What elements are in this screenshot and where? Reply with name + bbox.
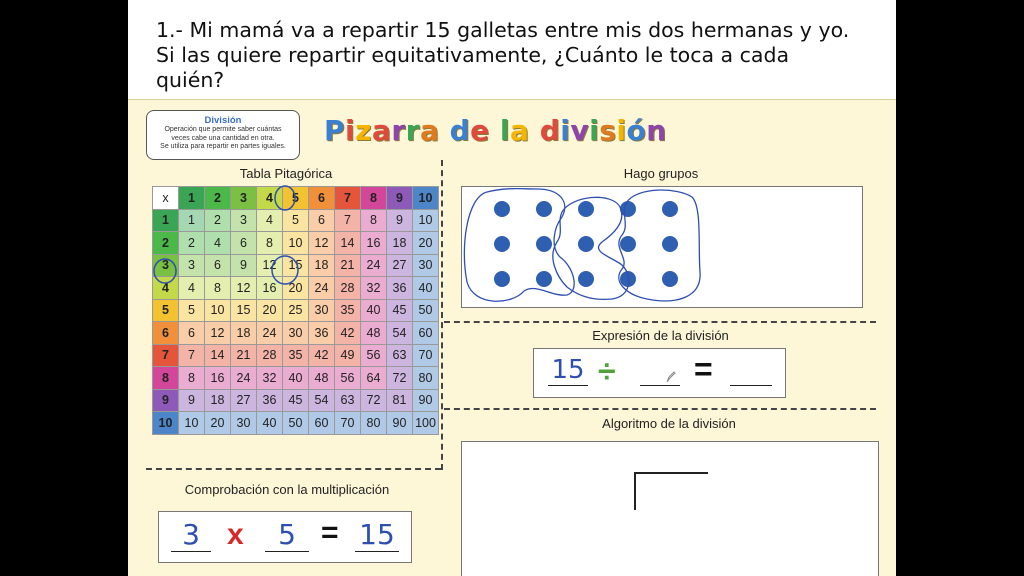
right-divider-2 (444, 408, 876, 410)
table-cell: 16 (361, 232, 387, 255)
table-cell: 36 (387, 277, 413, 300)
table-cell: 56 (361, 344, 387, 367)
cookie-dot (536, 236, 552, 252)
table-cell: 100 (413, 412, 439, 435)
table-row-header: 2 (153, 232, 179, 255)
table-cell: 36 (309, 322, 335, 345)
title-letter: v (570, 114, 590, 147)
table-cell: 12 (205, 322, 231, 345)
table-cell: 6 (205, 254, 231, 277)
cookie-dots (494, 201, 678, 287)
division-bracket (634, 472, 708, 510)
table-row-header: 6 (153, 322, 179, 345)
table-cell: 40 (413, 277, 439, 300)
product-value: 15 (355, 518, 399, 552)
table-cell: 48 (309, 367, 335, 390)
table-row-header: 4 (153, 277, 179, 300)
comprobacion-box (158, 511, 412, 563)
table-cell: 20 (257, 299, 283, 322)
title-letter: r (391, 114, 406, 147)
cookie-dot (620, 236, 636, 252)
table-circles (128, 100, 448, 470)
table-cell: 63 (387, 344, 413, 367)
table-cell: 12 (231, 277, 257, 300)
quotient-blank[interactable] (730, 357, 772, 386)
table-cell: 7 (179, 344, 205, 367)
table-cell: 8 (179, 367, 205, 390)
title-letter: d (539, 114, 561, 147)
table-cell: 70 (413, 344, 439, 367)
table-cell: 40 (283, 367, 309, 390)
title-letter: z (355, 114, 372, 147)
cookie-dot (662, 201, 678, 217)
title-letter: s (599, 114, 617, 147)
cookie-dot (494, 271, 510, 287)
table-cell: 81 (387, 389, 413, 412)
expresion-box (533, 348, 786, 398)
cookie-dot (494, 201, 510, 217)
table-cell: 20 (283, 277, 309, 300)
table-cell: 30 (413, 254, 439, 277)
table-col-header: 10 (413, 187, 439, 210)
circle-product-15 (272, 256, 298, 284)
table-cell: 4 (179, 277, 205, 300)
table-cell: 32 (361, 277, 387, 300)
table-cell: 2 (205, 209, 231, 232)
problem-line-3: quién? (156, 68, 225, 92)
table-cell: 27 (387, 254, 413, 277)
cookie-dot (494, 236, 510, 252)
title-letter: a (371, 114, 392, 147)
title-letter: r (405, 114, 420, 147)
table-cell: 8 (361, 209, 387, 232)
table-col-header: 7 (335, 187, 361, 210)
table-cell: 9 (387, 209, 413, 232)
table-row-header: 3 (153, 254, 179, 277)
table-cell: 24 (309, 277, 335, 300)
circle-header-5 (275, 186, 295, 210)
table-cell: 30 (231, 412, 257, 435)
table-cell: 15 (231, 299, 257, 322)
factor-b: 5 (265, 518, 309, 552)
table-cell: 48 (361, 322, 387, 345)
table-cell: 7 (335, 209, 361, 232)
factor-b-slot (265, 518, 309, 552)
table-row-header: 10 (153, 412, 179, 435)
table-cell: 50 (283, 412, 309, 435)
table-cell: 50 (413, 299, 439, 322)
table-cell: 49 (335, 344, 361, 367)
problem-statement (156, 18, 876, 93)
table-cell: 2 (179, 232, 205, 255)
factor-a-slot (171, 518, 211, 552)
algoritmo-box[interactable] (461, 441, 879, 576)
table-cell: 14 (205, 344, 231, 367)
title-letter: e (470, 114, 490, 147)
quotient-slot[interactable] (730, 357, 772, 391)
table-row-header: 9 (153, 389, 179, 412)
table-cell: 6 (179, 322, 205, 345)
comprobacion-label: Comprobación con la multiplicación (184, 482, 390, 497)
table-cell: 54 (387, 322, 413, 345)
table-cell: 35 (335, 299, 361, 322)
table-cell: 60 (413, 322, 439, 345)
table-row-header: 7 (153, 344, 179, 367)
table-cell: 90 (387, 412, 413, 435)
table-col-header: 6 (309, 187, 335, 210)
cookie-dot (536, 201, 552, 217)
cookie-dot (578, 236, 594, 252)
problem-line-2: Si las quiere repartir equitativamente, ¿Cuánto le toca a cada (156, 43, 790, 67)
table-cell: 24 (361, 254, 387, 277)
equals-sign-2: = (321, 516, 339, 549)
title-letter: ó (626, 114, 647, 147)
table-cell: 18 (387, 232, 413, 255)
table-cell: 24 (257, 322, 283, 345)
table-cell: 54 (309, 389, 335, 412)
table-cell: 45 (387, 299, 413, 322)
table-cell: 72 (387, 367, 413, 390)
cookie-dot (578, 201, 594, 217)
table-col-header: 4 (257, 187, 283, 210)
table-cell: 64 (361, 367, 387, 390)
table-cell: 24 (231, 367, 257, 390)
table-col-header: 3 (231, 187, 257, 210)
equals-sign: = (694, 351, 713, 387)
table-cell: 32 (257, 367, 283, 390)
cookie-dot (536, 271, 552, 287)
table-cell: 72 (361, 389, 387, 412)
table-cell: 63 (335, 389, 361, 412)
table-cell: 6 (231, 232, 257, 255)
table-cell: 8 (257, 232, 283, 255)
table-cell: 18 (205, 389, 231, 412)
table-cell: 4 (205, 232, 231, 255)
cookie-dot (662, 271, 678, 287)
definition-title: División (204, 115, 242, 126)
table-cell: 16 (257, 277, 283, 300)
table-cell: 21 (335, 254, 361, 277)
group-outline-1 (464, 189, 574, 302)
table-cell: 10 (413, 209, 439, 232)
table-cell: 9 (179, 389, 205, 412)
table-cell: 80 (361, 412, 387, 435)
cookie-dot (578, 271, 594, 287)
dividend-value: 15 (548, 355, 588, 386)
table-cell: 28 (257, 344, 283, 367)
table-cell: 30 (283, 322, 309, 345)
table-col-header: 8 (361, 187, 387, 210)
table-cell: 12 (257, 254, 283, 277)
cookie-dot (662, 236, 678, 252)
table-col-header: 2 (205, 187, 231, 210)
dividend-slot (548, 355, 588, 386)
product-slot (355, 518, 399, 552)
division-board (128, 99, 896, 576)
table-cell: 90 (413, 389, 439, 412)
table-cell: 20 (205, 412, 231, 435)
table-cell: 18 (309, 254, 335, 277)
table-cell: 10 (283, 232, 309, 255)
table-col-header: 1 (179, 187, 205, 210)
table-cell: 30 (309, 299, 335, 322)
title-letter (490, 114, 500, 147)
times-sign: x (227, 518, 244, 551)
table-col-header: 5 (283, 187, 309, 210)
expresion-label: Expresión de la división (592, 328, 729, 343)
table-cell: 16 (205, 367, 231, 390)
table-cell: 3 (231, 209, 257, 232)
table-corner: x (153, 187, 179, 210)
table-cell: 12 (309, 232, 335, 255)
table-cell: 5 (179, 299, 205, 322)
table-cell: 4 (257, 209, 283, 232)
table-cell: 9 (231, 254, 257, 277)
table-col-header: 9 (387, 187, 413, 210)
table-cell: 70 (335, 412, 361, 435)
table-cell: 18 (231, 322, 257, 345)
title-letter: a (419, 114, 440, 147)
table-cell: 14 (335, 232, 361, 255)
divisor-slot (640, 357, 680, 385)
table-cell: 6 (309, 209, 335, 232)
table-cell: 15 (283, 254, 309, 277)
table-cell: 56 (335, 367, 361, 390)
table-cell: 45 (283, 389, 309, 412)
table-cell: 10 (205, 299, 231, 322)
tabla-label: Tabla Pitagórica (239, 166, 333, 181)
table-row-header: 1 (153, 209, 179, 232)
table-cell: 25 (283, 299, 309, 322)
title-letter: i (616, 114, 627, 147)
table-cell: 60 (309, 412, 335, 435)
pencil-icon (666, 371, 676, 383)
title-letter: i (589, 114, 600, 147)
table-cell: 40 (257, 412, 283, 435)
table-cell: 8 (205, 277, 231, 300)
grupos-drawing (462, 187, 862, 307)
table-cell: 42 (309, 344, 335, 367)
table-cell: 28 (335, 277, 361, 300)
title-letter: P (324, 114, 346, 147)
algoritmo-label: Algoritmo de la división (602, 416, 736, 431)
circle-header-3 (154, 259, 176, 283)
table-cell: 10 (179, 412, 205, 435)
title-letter: n (646, 114, 667, 147)
table-cell: 42 (335, 322, 361, 345)
problem-line-1: 1.- Mi mamá va a repartir 15 galletas entre mis dos hermanas y yo. (156, 18, 850, 42)
definition-line-1: Operación que permite saber cuántas (164, 126, 282, 133)
definition-line-3: Se utiliza para repartir en partes iguales. (160, 143, 286, 150)
title-letter: i (345, 114, 356, 147)
title-letter: d (449, 114, 471, 147)
definition-line-2: veces cabe una cantidad en otra. (171, 134, 275, 142)
title-letter: l (499, 114, 511, 147)
divide-sign: ÷ (598, 353, 616, 389)
table-cell: 3 (179, 254, 205, 277)
title-letter (529, 114, 539, 147)
grupos-label: Hago grupos (623, 166, 699, 181)
table-cell: 35 (283, 344, 309, 367)
table-row-header: 5 (153, 299, 179, 322)
worksheet-page (128, 0, 896, 576)
table-cell: 1 (179, 209, 205, 232)
factor-a: 3 (171, 518, 211, 552)
table-row-header: 8 (153, 367, 179, 390)
table-cell: 20 (413, 232, 439, 255)
title-letter: a (510, 114, 530, 147)
table-cell: 36 (257, 389, 283, 412)
table-cell: 27 (231, 389, 257, 412)
right-divider-1 (444, 321, 876, 323)
table-cell: 5 (283, 209, 309, 232)
table-cell: 40 (361, 299, 387, 322)
title-letter: i (560, 114, 571, 147)
table-cell: 21 (231, 344, 257, 367)
grupos-box (461, 186, 863, 308)
table-cell: 80 (413, 367, 439, 390)
